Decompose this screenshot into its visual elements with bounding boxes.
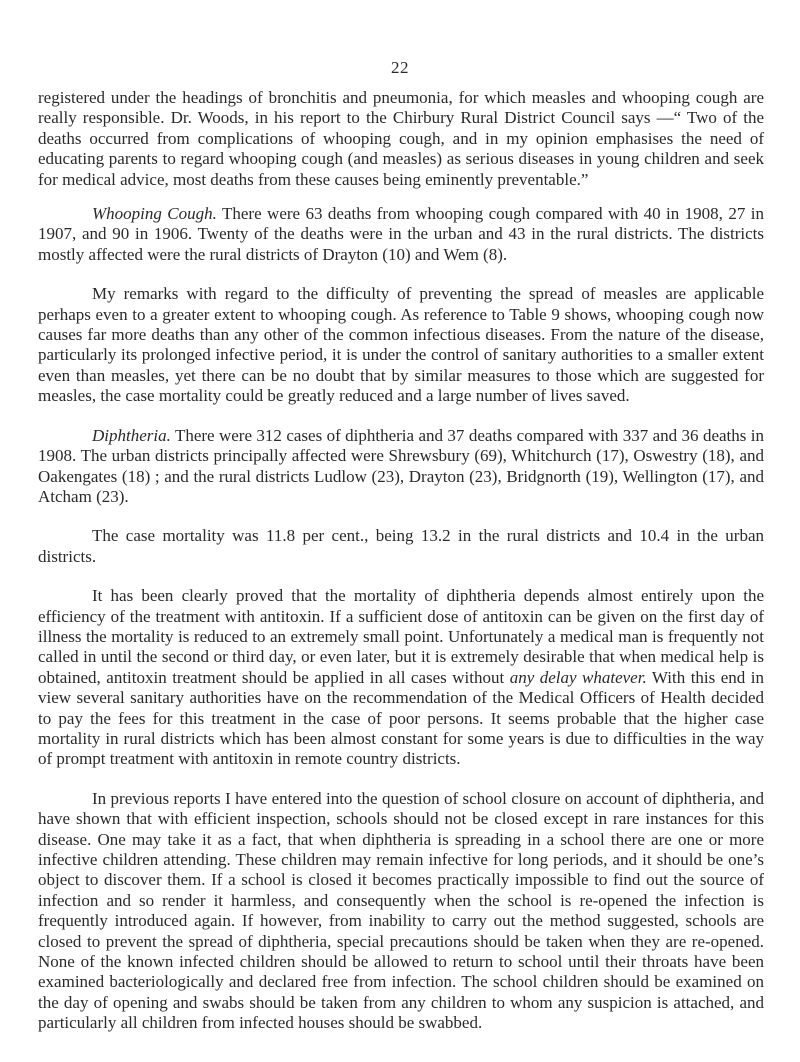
diphtheria-heading: Diphtheria. [92,425,171,445]
paragraph-diphtheria [38,426,764,508]
paragraph-school-closure: In previous reports I have entered into the question of school closure on account of diphtheria, and have shown that with efficient inspection, schools should not be closed except in rare instances for this disease. One may take it as a fact, that when diphtheria is spreading in a school there are one or more infective children attending. These children may remain infective for long periods, and it should be one’s object to discover them. If a school is closed it becomes practically impossible to find out the source of infection and so render it harmless, and consequently when the school is re-opened the infection is frequently introduced again. If however, from inability to carry out the method suggested, schools are closed to prevent the spread of diphtheria, special precautions should be taken when they are re-opened. None of the known infected children should be allowed to return to school until their throats have been examined bacteriologically and declared free from infection. The school children should be examined on the day of opening and swabs should be taken from any children to whom any suspicion is attached, and particularly all children from infected houses should be swabbed. [38,788,764,1033]
page-number: 22 [391,58,409,77]
whooping-cough-heading: Whooping Cough. [92,204,217,224]
antitoxin-text-after: With this end in view several sanitary authorities have on the recommendation of the Medical Officers of Health decided to pay the fees for this treatment in the case of poor persons. It seems probable that the higher case mortality in rural districts which has been almost constant for some years is due to difficulties in the way of prompt treatment with antitoxin in remote country districts. [38,667,764,769]
paragraph-antitoxin [38,586,764,770]
paragraph-whooping-cough-remarks: My remarks with regard to the difficulty of preventing the spread of measles are applicable perhaps even to a greater extent to whooping cough. As reference to Table 9 shows, whooping cough now causes far more deaths than any other of the common infectious diseases. From the nature of the disease, particularly its prolonged infective period, it is under the control of sanitary authorities to a smaller extent even than measles, yet there can be no doubt that by similar measures to those which are suggested for measles, the case mortality could be greatly reduced and a large number of lives saved. [38,284,764,406]
antitoxin-emphasis: any delay whatever. [509,667,647,687]
whooping-cough-text: There were 63 deaths from whooping cough compared with 40 in 1908, 27 in 1907, and 90 in 1906. Twenty of the deaths were in the urban and 43 in the rural districts. The districts mostly affected were the rural districts of Drayton (10) and Wem (8). [38,204,764,264]
antitoxin-text-before: It has been clearly proved that the mortality of diphtheria depends almost entirely upon the efficiency of the treatment with antitoxin. If a sufficient dose of antitoxin can be given on the first day of illness the mortality is reduced to an extremely small point. Unfortunately a medical man is frequently not called in until the second or third day, or even later, but it is extremely desirable that when medical help is obtained, antitoxin treatment should be applied in all cases without [38,586,764,687]
diphtheria-text: There were 312 cases of diphtheria and 37 deaths compared with 337 and 36 deaths in 1908. The urban districts principally affected were Shrewsbury (69), Whitchurch (17), Oswestry (18), and Oakengates (18) ; and the rural districts Ludlow (23), Drayton (23), Bridgnorth (19), Wellington (17), and Atcham (23). [38,425,764,506]
paragraph-case-mortality: The case mortality was 11.8 per cent., being 13.2 in the rural districts and 10.4 in the urban districts. [38,526,764,566]
paragraph-bronchitis-pneumonia: registered under the headings of bronchitis and pneumonia, for which measles and whooping cough are really responsible. Dr. Woods, in his report to the Chirbury Rural District Council says —“ Two of the deaths occurred from complications of whooping cough, and in my opinion emphasises the need of educating parents to regard whooping cough (and measles) as serious diseases in young children and seek for medical advice, most deaths from these causes being eminently preventable.” [38,88,764,189]
document-body [38,88,764,1053]
paragraph-whooping-cough [38,204,764,265]
